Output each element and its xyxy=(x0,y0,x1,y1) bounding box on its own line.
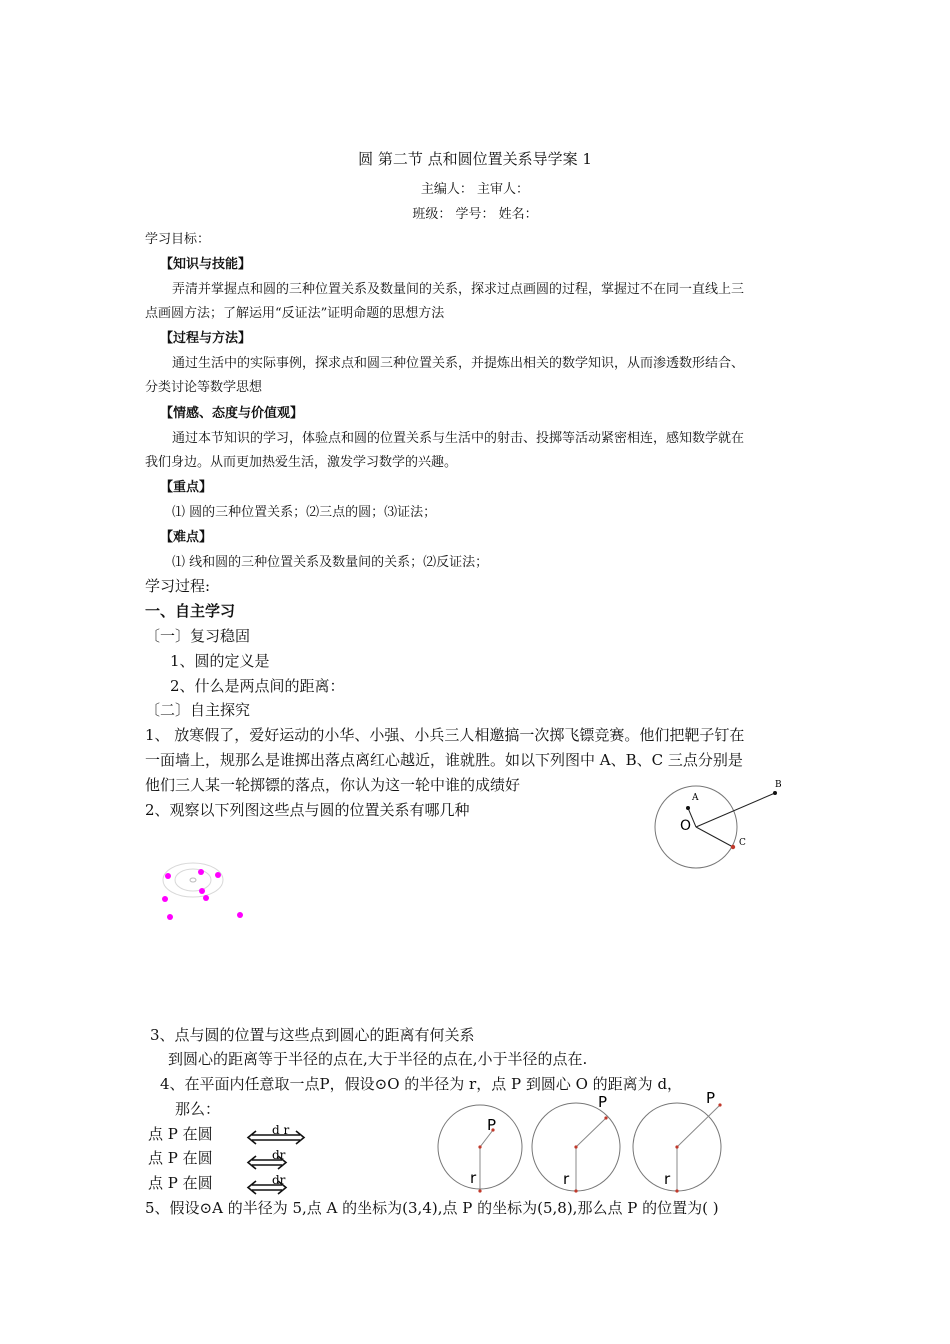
label-r-2: r xyxy=(563,1170,570,1188)
exercise-2: 2、观察以下列图这些点与圆的位置关系有哪几种 xyxy=(145,801,470,819)
knowledge-line-2: 点画圆方法；了解运用“反证法”证明命题的思想方法 xyxy=(145,306,445,321)
point-circle-relations-figure xyxy=(430,1085,750,1200)
exercise-3-answer: 到圆心的距离等于半径的点在,大于半径的点在,小于半径的点在. xyxy=(168,1050,588,1068)
dot-5 xyxy=(203,895,209,901)
dot-2 xyxy=(198,869,204,875)
circle-case-outside xyxy=(633,1089,722,1193)
exercise-1-line-2: 一面墙上，规那么是谁掷出落点离红心越近，谁就胜。如以下列图中 A、B、C 三点分别是 xyxy=(145,751,743,769)
dot-7 xyxy=(167,914,173,920)
knowledge-line-1: 弄清并掌握点和圆的三种位置关系及数量间的关系，探求过点画圆的过程，掌握过不在同一直线上三 xyxy=(172,282,745,297)
process-method-line-1: 通过生活中的实际事例，探求点和圆三种位置关系，并提炼出相关的数学知识，从而渗透数形结合、 xyxy=(172,356,745,371)
outer-ring xyxy=(163,863,223,897)
label-p-3: P xyxy=(706,1089,716,1107)
point-c xyxy=(731,845,735,849)
knowledge-title: 【知识与技能】 xyxy=(160,257,252,272)
key-points-title: 【重点】 xyxy=(160,480,213,495)
dot-8 xyxy=(237,912,243,918)
key-points-text: ⑴ 圆的三种位置关系；⑵三点的圆；⑶证法； xyxy=(172,505,437,520)
label-c: C xyxy=(739,838,746,848)
section-self-study: 一、自主学习 xyxy=(145,602,236,620)
double-arrow-3 xyxy=(248,1181,286,1194)
segment-o-b xyxy=(696,793,775,827)
dot-4 xyxy=(199,888,205,894)
label-o: O xyxy=(680,818,692,834)
label-p-1: P xyxy=(487,1116,497,1134)
exercise-3: 3、点与圆的位置与这些点到圆心的距离有何关系 xyxy=(150,1026,475,1044)
difficult-points-title: 【难点】 xyxy=(160,530,213,545)
relation-2-label: 点 P 在圆 xyxy=(148,1149,213,1167)
point-position-figure xyxy=(155,850,255,925)
point-a xyxy=(686,806,690,810)
relation-2-dr: dr xyxy=(272,1148,286,1162)
process-method-line-2: 分类讨论等数学思想 xyxy=(145,380,263,395)
exercise-4-line-2: 那么： xyxy=(175,1100,221,1118)
middle-ring xyxy=(175,869,211,891)
relation-1-label: 点 P 在圆 xyxy=(148,1125,213,1143)
dot-3 xyxy=(215,872,221,878)
relation-3-dr: dr xyxy=(272,1173,286,1187)
circle-case-on xyxy=(532,1093,620,1193)
difficult-points-text: ⑴ 线和圆的三种位置关系及数量间的关系；⑵反证法； xyxy=(172,555,489,570)
dot-1 xyxy=(165,873,171,879)
point-b xyxy=(773,791,777,795)
relation-arrows xyxy=(240,1120,320,1195)
page-title: 圆 第二节 点和圆位置关系导学案 1 xyxy=(358,150,592,168)
label-b: B xyxy=(775,780,782,790)
question-1: 1、圆的定义是 xyxy=(170,652,270,670)
exercise-1-line-3: 他们三人某一轮掷镖的落点，你认为这一轮中谁的成绩好 xyxy=(145,776,521,794)
exercise-1-line-1: 1、 放寒假了，爱好运动的小华、小强、小兵三人相邀搞一次掷飞镖竞赛。他们把靶子钉在 xyxy=(145,726,745,744)
editors-line: 主编人： 主审人： xyxy=(420,182,530,197)
dart-target-figure xyxy=(640,775,790,895)
process-heading: 学习过程: xyxy=(145,577,211,595)
segment-o-c xyxy=(696,827,733,847)
label-r-3: r xyxy=(664,1170,671,1188)
label-a: A xyxy=(692,793,699,803)
emotion-line-2: 我们身边。从而更加热爱生活，激发学习数学的兴趣。 xyxy=(145,455,458,470)
question-2: 2、什么是两点间的距离： xyxy=(170,677,345,695)
dot-6 xyxy=(162,896,168,902)
subsection-explore: 〔二〕自主探究 xyxy=(145,701,251,719)
objectives-heading: 学习目标： xyxy=(145,232,211,247)
emotion-title: 【情感、态度与价值观】 xyxy=(160,406,304,421)
double-arrow-2 xyxy=(248,1156,286,1169)
exercise-5: 5、假设⊙A 的半径为 5,点 A 的坐标为(3,4),点 P 的坐标为(5,8),那么点 P 的位置为( ) xyxy=(145,1199,719,1217)
label-r-1: r xyxy=(470,1169,477,1187)
process-method-title: 【过程与方法】 xyxy=(160,331,252,346)
student-info-line: 班级： 学号： 姓名： xyxy=(412,207,538,222)
subsection-review: 〔一〕复习稳固 xyxy=(145,627,251,645)
inner-ring xyxy=(190,878,196,882)
exercise-4-line-1: 4、在平面内任意取一点P，假设⊙O 的半径为 r，点 P 到圆心 O 的距离为 d， xyxy=(160,1075,683,1093)
circle-case-inside xyxy=(438,1105,522,1193)
label-p-2: P xyxy=(598,1093,608,1111)
relation-1-dr: d r xyxy=(272,1123,290,1137)
relation-3-label: 点 P 在圆 xyxy=(148,1174,213,1192)
emotion-line-1: 通过本节知识的学习，体验点和圆的位置关系与生活中的射击、投掷等活动紧密相连，感知数学就在 xyxy=(172,431,745,446)
